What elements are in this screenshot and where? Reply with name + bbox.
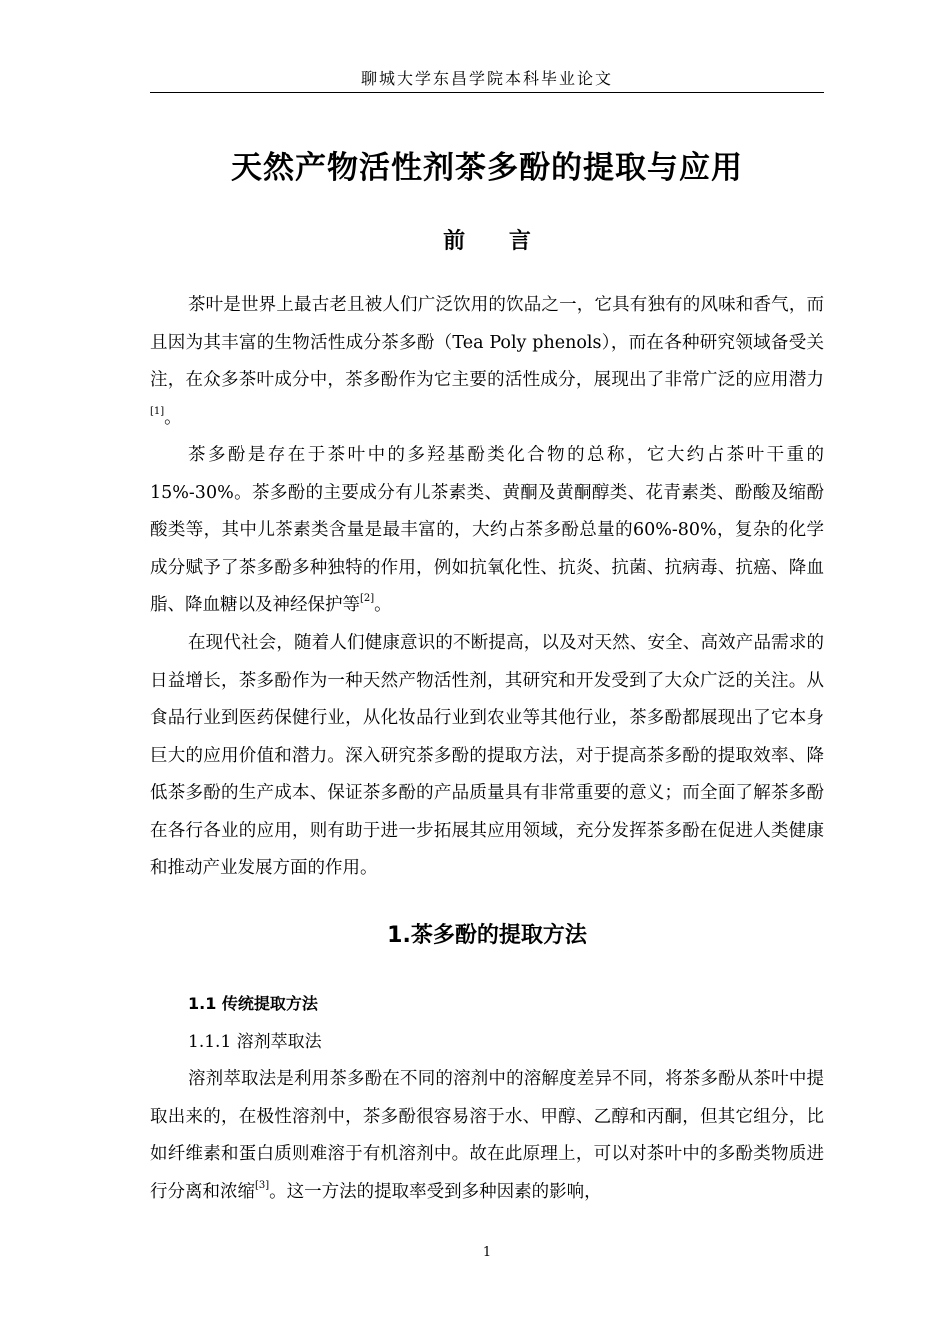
subsubsection-heading: 1.1.1 溶剂萃取法 bbox=[188, 1032, 322, 1052]
citation: [3] bbox=[255, 1179, 270, 1191]
document-title: 天然产物活性剂茶多酚的提取与应用 bbox=[231, 150, 743, 186]
section-heading: 1.茶多酚的提取方法 bbox=[387, 923, 587, 948]
preface-paragraph-3 bbox=[150, 625, 824, 888]
paragraph-text: 溶剂萃取法是利用茶多酚在不同的溶剂中的溶解度差异不同，将茶多酚从茶叶中提取出来的，在极性溶剂中，茶多酚很容易溶于水、甲醇、乙醇和丙酮，但其它组分，比如纤维素和蛋白质则难溶于有机溶剂中。故在此原理上，可以对茶叶中的多酚类物质进行分离和浓缩 bbox=[150, 1069, 824, 1202]
header-rule bbox=[150, 92, 824, 93]
paragraph-text: 茶叶是世界上最古老且被人们广泛饮用的饮品之一，它具有独有的风味和香气，而且因为其丰富的生物活性成分茶多酚（Tea Poly phenols），而在各种研究领域备受关注，在众多茶叶成分中，茶多酚作为它主要的活性成分，展现出了非常广泛的应用潜力 bbox=[150, 295, 824, 390]
running-header: 聊城大学东昌学院本科毕业论文 bbox=[360, 69, 613, 88]
preface-paragraph-1 bbox=[150, 287, 824, 437]
paragraph-tail: 。 bbox=[374, 595, 392, 615]
preface-heading: 前 言 bbox=[443, 229, 549, 254]
paragraph-text: 在现代社会，随着人们健康意识的不断提高，以及对天然、安全、高效产品需求的日益增长，茶多酚作为一种天然产物活性剂，其研究和开发受到了大众广泛的关注。从食品行业到医药保健行业，从化妆品行业到农业等其他行业，茶多酚都展现出了它本身巨大的应用价值和潜力。深入研究茶多酚的提取方法，对于提高茶多酚的提取效率、降低茶多酚的生产成本、保证茶多酚的产品质量具有非常重要的意义；而全面了解茶多酚在各行各业的应用，则有助于进一步拓展其应用领域，充分发挥茶多酚在促进人类健康和推动产业发展方面的作用。 bbox=[150, 633, 824, 878]
citation: [1] bbox=[150, 405, 165, 417]
page-number: 1 bbox=[482, 1245, 492, 1260]
subsection-heading: 1.1 传统提取方法 bbox=[188, 994, 318, 1013]
citation: [2] bbox=[360, 593, 375, 605]
preface-paragraph-2 bbox=[150, 437, 824, 625]
paragraph-tail: 。 bbox=[164, 407, 182, 428]
section-paragraph-1 bbox=[150, 1061, 824, 1211]
paragraph-text: 茶多酚是存在于茶叶中的多羟基酚类化合物的总称，它大约占茶叶干重的15%-30%。茶多酚的主要成分有儿茶素类、黄酮及黄酮醇类、花青素类、酚酸及缩酚酸类等，其中儿茶素类含量是最丰富的，大约占茶多酚总量的60%-80%，复杂的化学成分赋予了茶多酚多种独特的作用，例如抗氧化性、抗炎、抗菌、抗病毒、抗癌、降血脂、降血糖以及神经保护等 bbox=[150, 445, 824, 615]
paragraph-tail: 。这一方法的提取率受到多种因素的影响， bbox=[269, 1181, 602, 1202]
